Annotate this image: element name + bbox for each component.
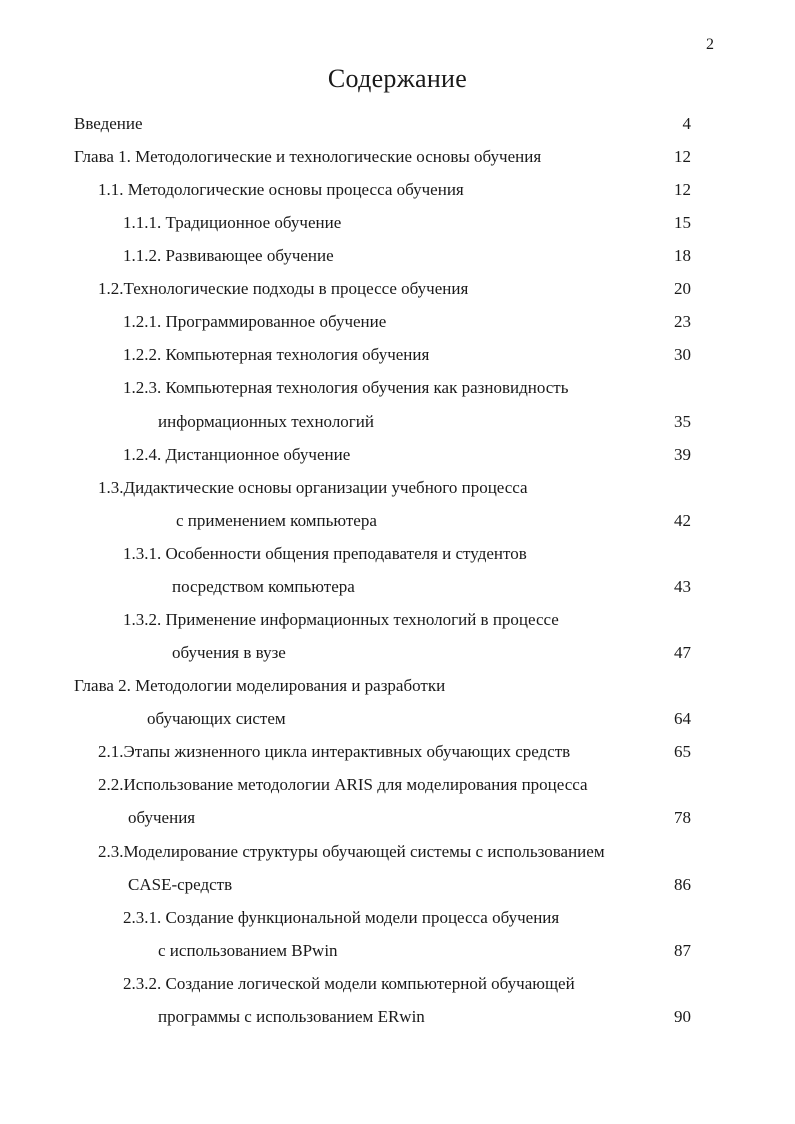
toc-entry-text: Глава 1. Методологические и технологические основы обучения [74, 147, 542, 166]
toc-entry-text: 1.2.4. Дистанционное обучение [123, 445, 351, 464]
toc-entry-page: 42 [674, 511, 691, 530]
toc-entry [0, 144, 795, 170]
toc-entry-text: 1.3.1. Особенности общения преподавателя и студентов [123, 544, 527, 563]
toc-entry-page: 39 [674, 445, 691, 464]
toc-entry-page: 15 [674, 213, 691, 232]
toc-entry [0, 872, 795, 898]
toc-entry [0, 309, 795, 335]
toc-entry-page: 35 [674, 412, 691, 431]
toc-entry-page: 30 [674, 345, 691, 364]
toc-entry [0, 706, 795, 732]
toc-entry-page: 20 [674, 279, 691, 298]
toc-entry [0, 375, 795, 401]
toc-entry [0, 905, 795, 931]
toc-entry-text: 1.2.1. Программированное обучение [123, 312, 387, 331]
toc-entry-text: 1.3.2. Применение информационных технологий в процессе [123, 610, 559, 629]
toc-entry-page: 87 [674, 941, 691, 960]
toc-entry-text: обучения в вузе [172, 643, 286, 662]
toc-entry [0, 673, 795, 699]
toc-entry [0, 276, 795, 302]
toc-entry [0, 177, 795, 203]
toc-entry-text: посредством компьютера [172, 577, 355, 596]
toc-entry [0, 1004, 795, 1030]
toc-entry [0, 574, 795, 600]
toc-entry [0, 938, 795, 964]
toc-entry [0, 607, 795, 633]
toc-entry [0, 243, 795, 269]
toc-entry [0, 971, 795, 997]
toc-entry-page: 64 [674, 709, 691, 728]
toc-entry-page: 43 [674, 577, 691, 596]
toc-entry-text: 2.3.Моделирование структуры обучающей системы с использованием [98, 842, 605, 861]
toc-entry-text: 1.1.1. Традиционное обучение [123, 213, 342, 232]
toc-entry-text: 1.1. Методологические основы процесса обучения [98, 180, 464, 199]
toc-entry [0, 442, 795, 468]
toc-entry-text: Введение [74, 114, 143, 133]
toc-entry-text: 1.2.Технологические подходы в процессе обучения [98, 279, 469, 298]
toc-entry [0, 210, 795, 236]
toc-entry-page: 23 [674, 312, 691, 331]
toc-entry-text: с использованием BPwin [158, 941, 338, 960]
toc-entry [0, 409, 795, 435]
toc-entry-text: 2.3.2. Создание логической модели компьютерной обучающей [123, 974, 575, 993]
toc-entry-text: 2.2.Использование методологии ARIS для моделирования процесса [98, 775, 588, 794]
toc-entry-text: 1.3.Дидактические основы организации учебного процесса [98, 478, 528, 497]
page-number: 2 [706, 36, 714, 53]
toc-entry [0, 739, 795, 765]
toc-entry-page: 47 [674, 643, 691, 662]
toc-entry [0, 508, 795, 534]
toc-entry-text: программы с использованием ERwin [158, 1007, 425, 1026]
toc-entry [0, 541, 795, 567]
toc-entry [0, 772, 795, 798]
toc-entry-text: с применением компьютера [176, 511, 377, 530]
toc-entry-page: 12 [674, 180, 691, 199]
toc-entry-page: 12 [674, 147, 691, 166]
toc-entry [0, 111, 795, 137]
toc-entry [0, 475, 795, 501]
toc-entry-text: CASE-средств [128, 875, 233, 894]
toc-entry [0, 342, 795, 368]
toc-entry-text: Глава 2. Методологии моделирования и разработки [74, 676, 446, 695]
toc-entry-text: 2.3.1. Создание функциональной модели процесса обучения [123, 908, 560, 927]
toc-entry-page: 18 [674, 246, 691, 265]
toc-entry-text: обучения [128, 808, 196, 827]
toc-entry [0, 839, 795, 865]
toc-entry-text: 1.2.3. Компьютерная технология обучения как разновидность [123, 378, 569, 397]
toc-entry-page: 4 [682, 114, 691, 133]
toc-entry-page: 90 [674, 1007, 691, 1026]
toc-entry-page: 65 [674, 742, 691, 761]
toc-entry [0, 640, 795, 666]
toc-entry-text: информационных технологий [158, 412, 374, 431]
toc-entry-text: 2.1.Этапы жизненного цикла интерактивных обучающих средств [98, 742, 571, 761]
toc-entry-text: 1.1.2. Развивающее обучение [123, 246, 334, 265]
toc-entry-page: 78 [674, 808, 691, 827]
toc-entry-text: обучающих систем [147, 709, 286, 728]
toc-entry [0, 805, 795, 831]
toc-entry-text: 1.2.2. Компьютерная технология обучения [123, 345, 430, 364]
toc-entry-page: 86 [674, 875, 691, 894]
toc-title: Содержание [327, 64, 468, 93]
